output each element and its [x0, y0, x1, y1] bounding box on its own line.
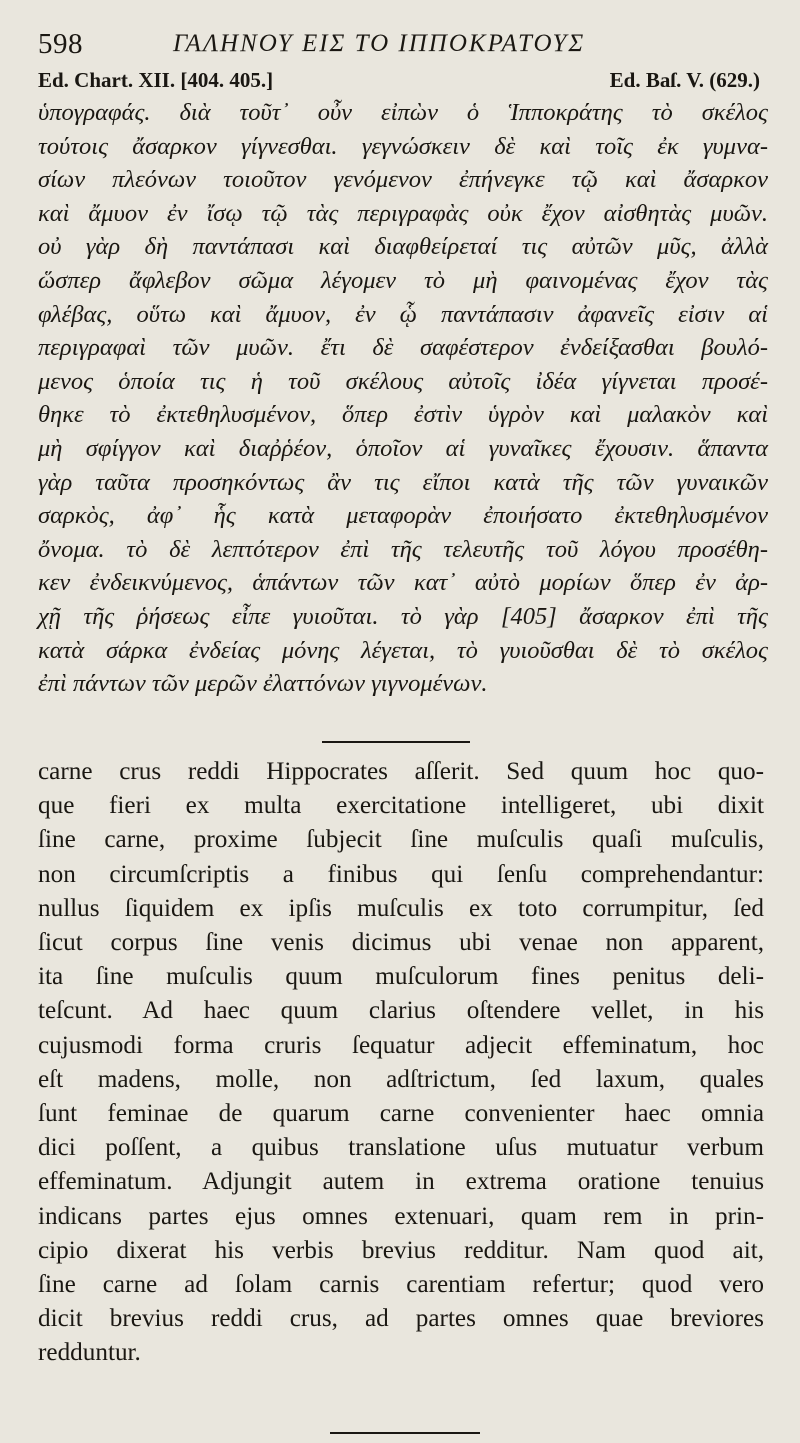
edition-ref-basel: Ed. Baſ. V. (629.): [609, 68, 760, 92]
latin-line: non circumſcriptis a finibus qui ſenſu comprehendantur:: [38, 860, 764, 888]
latin-text-block: [38, 755, 764, 1371]
latin-line: ſine carne, proxime ſubjecit ſine muſculis quaſi muſculis,: [38, 826, 764, 854]
greek-line: θηκε τὸ ἐκτεθηλυσμένον, ὅπερ ἐστὶν ὑγρὸν καὶ μαλακὸν καὶ: [38, 401, 768, 429]
edition-ref-chartier: Ed. Chart. XII. [404. 405.]: [38, 68, 274, 92]
edition-references: [38, 68, 768, 96]
latin-line: nullus ſiquidem ex ipſis muſculis ex toto corrumpitur, ſed: [38, 894, 764, 922]
latin-line: eſt madens, molle, non adſtrictum, ſed laxum, quales: [38, 1065, 764, 1093]
latin-line: que fieri ex multa exercitatione intelligeret, ubi dixit: [38, 792, 764, 820]
latin-line: redduntur.: [38, 1339, 141, 1367]
greek-text-block: [38, 96, 768, 701]
greek-line: ἐπὶ πάντων τῶν μερῶν ἐλαττόνων γιγνομένων.: [38, 670, 488, 698]
greek-line: φλέβας, οὕτω καὶ ἄμυον, ἐν ᾧ παντάπασιν ἀφανεῖς εἰσιν αἱ: [38, 300, 768, 328]
page-end-divider: [330, 1432, 480, 1434]
greek-line: γὰρ ταῦτα προσηκόντως ἂν τις εἴποι κατὰ τῆς τῶν γυναικῶν: [38, 468, 768, 496]
latin-line: dicit brevius reddi crus, ad partes omnes quae breviores: [38, 1305, 764, 1333]
page-number: 598: [38, 28, 83, 60]
latin-line: ſine carne ad ſolam carnis carentiam refertur; quod vero: [38, 1271, 764, 1299]
page-header: [38, 24, 768, 64]
greek-line: οὐ γὰρ δὴ παντάπασι καὶ διαφθείρεταί τις αὐτῶν μῦς, ἀλλὰ: [38, 233, 768, 261]
latin-line: teſcunt. Ad haec quum clarius oſtendere vellet, in his: [38, 997, 764, 1025]
latin-line: cujusmodi forma cruris ſequatur adjecit effeminatum, hoc: [38, 1031, 764, 1059]
section-divider: [322, 741, 470, 743]
greek-line: σίων πλεόνων τοιοῦτον γενόμενον ἐπήνεγκε τῷ καὶ ἄσαρκον: [38, 166, 768, 194]
greek-line: ὑπογραφάς. διὰ τοῦτ᾽ οὖν εἰπὼν ὁ Ἱπποκράτης τὸ σκέλος: [38, 99, 768, 126]
latin-line: indicans partes ejus omnes extenuari, quam rem in prin-: [38, 1202, 764, 1230]
latin-line: ita ſine muſculis quum muſculorum fines penitus deli-: [38, 963, 764, 991]
latin-line: cipio dixerat his verbis brevius redditur. Nam quod ait,: [38, 1236, 764, 1264]
latin-line: dici poſſent, a quibus translatione uſus mutuatur verbum: [38, 1134, 764, 1162]
greek-line: τούτοις ἄσαρκον γίγνεσθαι. γεγνώσκειν δὲ καὶ τοῖς ἐκ γυμνα-: [38, 132, 768, 160]
greek-line: περιγραφαὶ τῶν μυῶν. ἔτι δὲ σαφέστερον ἐνδείξασθαι βουλό-: [38, 334, 768, 362]
greek-line: ὄνομα. τὸ δὲ λεπτότερον ἐπὶ τῆς τελευτῆς τοῦ λόγου προσέθη-: [38, 535, 768, 563]
greek-line: μενος ὁποία τις ἡ τοῦ σκέλους αὐτοῖς ἰδέα γίγνεται προσέ-: [38, 367, 768, 395]
latin-line: carne crus reddi Hippocrates aſſerit. Sed quum hoc quo-: [38, 758, 764, 785]
greek-line: καὶ ἄμυον ἐν ἴσῳ τῷ τὰς περιγραφὰς οὐκ ἔχον αἰσθητὰς μυῶν.: [38, 199, 768, 227]
latin-line: ſunt feminae de quarum carne convenienter haec omnia: [38, 1100, 764, 1128]
greek-line: χῇ τῆς ῥήσεως εἶπε γυιοῦται. τὸ γὰρ [405] ἄσαρκον ἐπὶ τῆς: [38, 602, 768, 630]
latin-line: ſicut corpus ſine venis dicimus ubi venae non apparent,: [38, 929, 764, 957]
greek-line: σαρκὸς, ἀφ᾽ ἧς κατὰ μεταφορὰν ἐποιήσατο ἐκτεθηλυσμένον: [38, 502, 768, 530]
greek-line: μὴ σφίγγον καὶ διαῤῥέον, ὁποῖον αἱ γυναῖκες ἔχουσιν. ἅπαντα: [38, 434, 768, 462]
greek-line: κεν ἐνδεικνύμενος, ἁπάντων τῶν κατ᾽ αὐτὸ μορίων ὅπερ ἐν ἀρ-: [38, 569, 768, 597]
latin-line: effeminatum. Adjungit autem in extrema oratione tenuius: [38, 1168, 764, 1196]
greek-line: κατὰ σάρκα ἐνδείας μόνης λέγεται, τὸ γυιοῦσθαι δὲ τὸ σκέλος: [38, 636, 768, 664]
running-title: ΓΑΛΗΝΟΥ ΕΙΣ ΤΟ ΙΠΠΟΚΡΑΤΟΥΣ: [173, 30, 586, 57]
greek-line: ὥσπερ ἄφλεβον σῶμα λέγομεν τὸ μὴ φαινομένας ἔχον τὰς: [38, 266, 768, 294]
